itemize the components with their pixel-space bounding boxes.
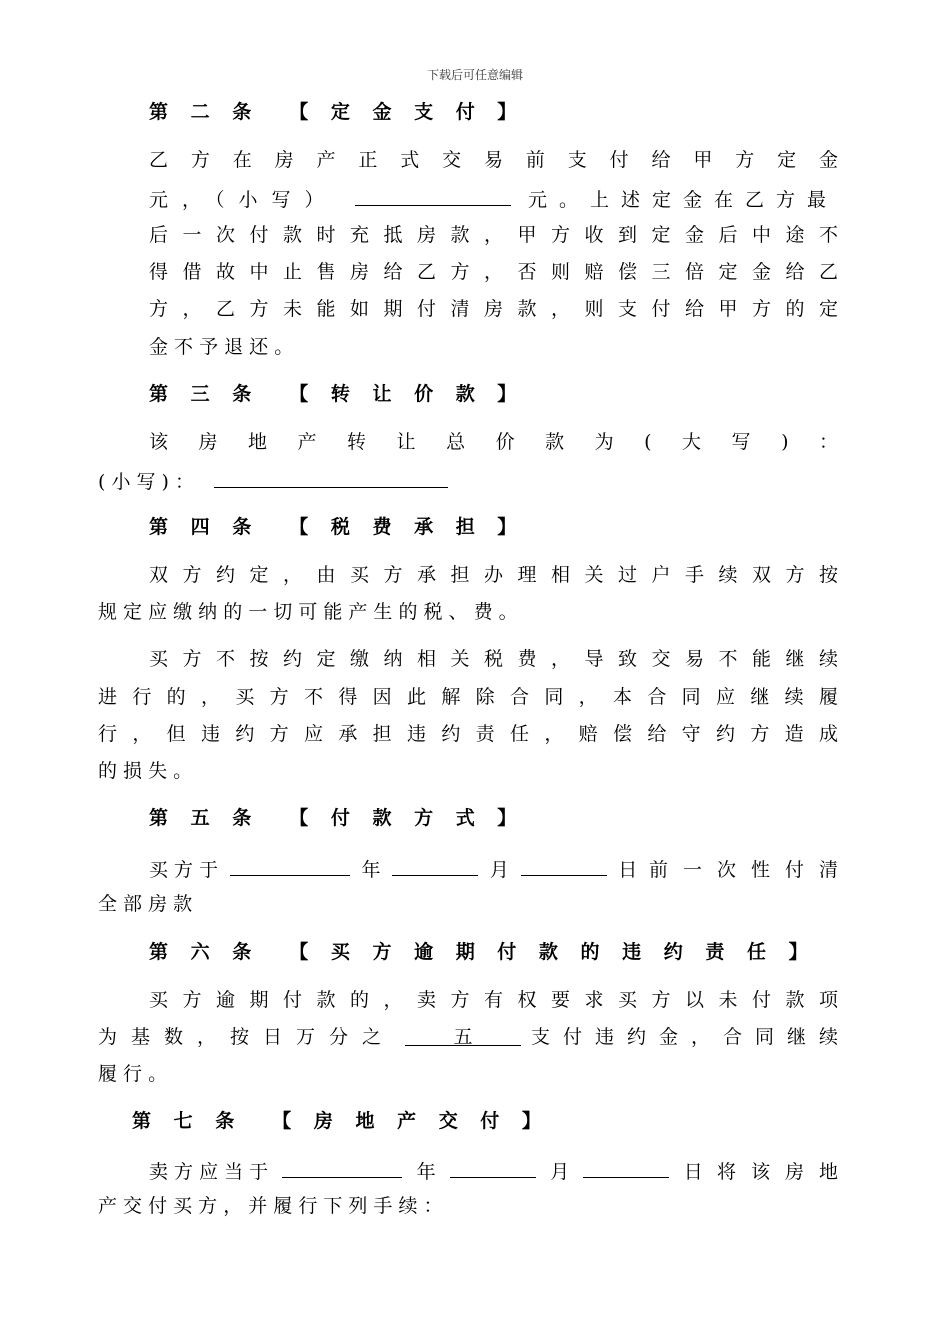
payment-day-blank[interactable] (521, 855, 607, 876)
article-5-title: 【 付 款 方 式 】 (289, 807, 525, 829)
total-price-blank[interactable] (214, 467, 448, 488)
payment-year-blank[interactable] (230, 855, 350, 876)
article-4-number: 第 四 条 (149, 516, 260, 538)
article-4-line-1: 双方约定，由买方承担办理相关过户手续双方按 (149, 564, 838, 586)
article-2-line-3: 后一次付款时充抵房款，甲方收到定金后中途不 (149, 224, 838, 246)
article-2-text-a: 元，（小写） (149, 189, 338, 211)
payment-year-label: 年 (361, 859, 381, 881)
article-4-line-6: 的 损 失 。 (98, 760, 193, 782)
article-6-text-a: 为基数，按日万分之 (98, 1026, 396, 1048)
article-4-heading (149, 515, 838, 539)
delivery-day-label: 日 (683, 1161, 703, 1183)
article-7-text-a: 卖 方 应 当 于 (149, 1161, 269, 1183)
article-5-text-b: 前一次性付清 (648, 859, 853, 881)
article-6-text-b: 支付违约金，合同继续 (530, 1026, 851, 1048)
article-7-heading (132, 1109, 872, 1133)
article-3-text: ( 小 写 ) ： (98, 471, 194, 493)
delivery-month-blank[interactable] (450, 1157, 536, 1178)
delivery-month-label: 月 (550, 1161, 570, 1183)
article-5-text-a: 买 方 于 (149, 859, 219, 881)
article-2-line-2 (149, 185, 838, 209)
article-2-text-b: 元。上述定金在乙方最 (527, 189, 838, 211)
article-6-heading (149, 940, 838, 964)
article-4-line-2: 规 定 应 缴 纳 的 一 切 可 能 产 生 的 税 、 费 。 (98, 601, 518, 623)
article-5-heading (149, 806, 838, 830)
deposit-amount-blank[interactable] (355, 185, 511, 206)
article-2-number: 第 二 条 (149, 101, 260, 123)
article-2-title: 【 定 金 支 付 】 (289, 101, 525, 123)
article-6-number: 第 六 条 (149, 941, 260, 963)
article-2-line-6: 金 不 予 退 还 。 (149, 336, 294, 358)
article-3-line-1: 该房地产转让总价款为(大写)： (149, 431, 838, 453)
page-header: 下载后可任意编辑 (426, 68, 523, 82)
article-5-number: 第 五 条 (149, 807, 260, 829)
article-2-line-5: 方，乙方未能如期付清房款，则支付给甲方的定 (149, 298, 838, 320)
article-2-heading (149, 100, 838, 124)
article-4-title: 【 税 费 承 担 】 (289, 516, 525, 538)
payment-day-label: 日 (618, 859, 638, 881)
article-7-number: 第 七 条 (132, 1110, 243, 1132)
article-3-number: 第 三 条 (149, 383, 260, 405)
article-7-text-b: 将该房地 (716, 1161, 853, 1183)
payment-month-label: 月 (489, 859, 509, 881)
article-7-line-2: 产 交 付 买 方 ， 并 履 行 下 列 手 续 ： (98, 1195, 443, 1217)
article-3-title: 【 转 让 价 款 】 (289, 383, 525, 405)
article-5-line-1 (149, 855, 853, 881)
article-3-line-2 (98, 467, 838, 491)
article-6-title: 【 买 方 逾 期 付 款 的 违 约 责 任 】 (289, 941, 816, 963)
penalty-rate-blank[interactable]: 五 (405, 1025, 521, 1046)
article-2-line-4: 得借故中止售房给乙方，否则赔偿三倍定金给乙 (149, 261, 838, 283)
article-5-line-2: 全 部 房 款 (98, 893, 193, 915)
article-4-line-4: 进行的，买方不得因此解除合同，本合同应继续履 (98, 686, 838, 708)
payment-month-blank[interactable] (392, 855, 478, 876)
article-4-line-3: 买方不按约定缴纳相关税费，导致交易不能继续 (149, 648, 838, 670)
article-6-line-1: 买方逾期付款的，卖方有权要求买方以未付款项 (149, 989, 838, 1011)
article-7-title: 【 房 地 产 交 付 】 (272, 1110, 549, 1132)
delivery-year-label: 年 (416, 1161, 436, 1183)
article-4-line-5: 行，但违约方应承担违约责任，赔偿给守约方造成 (98, 723, 838, 745)
article-6-line-2 (98, 1025, 851, 1049)
article-2-line-1: 乙方在房产正式交易前支付给甲方定金 (149, 149, 838, 171)
delivery-year-blank[interactable] (282, 1157, 402, 1178)
article-6-line-3: 履 行 。 (98, 1063, 168, 1085)
article-3-heading (149, 382, 838, 406)
article-7-line-1 (149, 1157, 853, 1183)
delivery-day-blank[interactable] (583, 1157, 669, 1178)
